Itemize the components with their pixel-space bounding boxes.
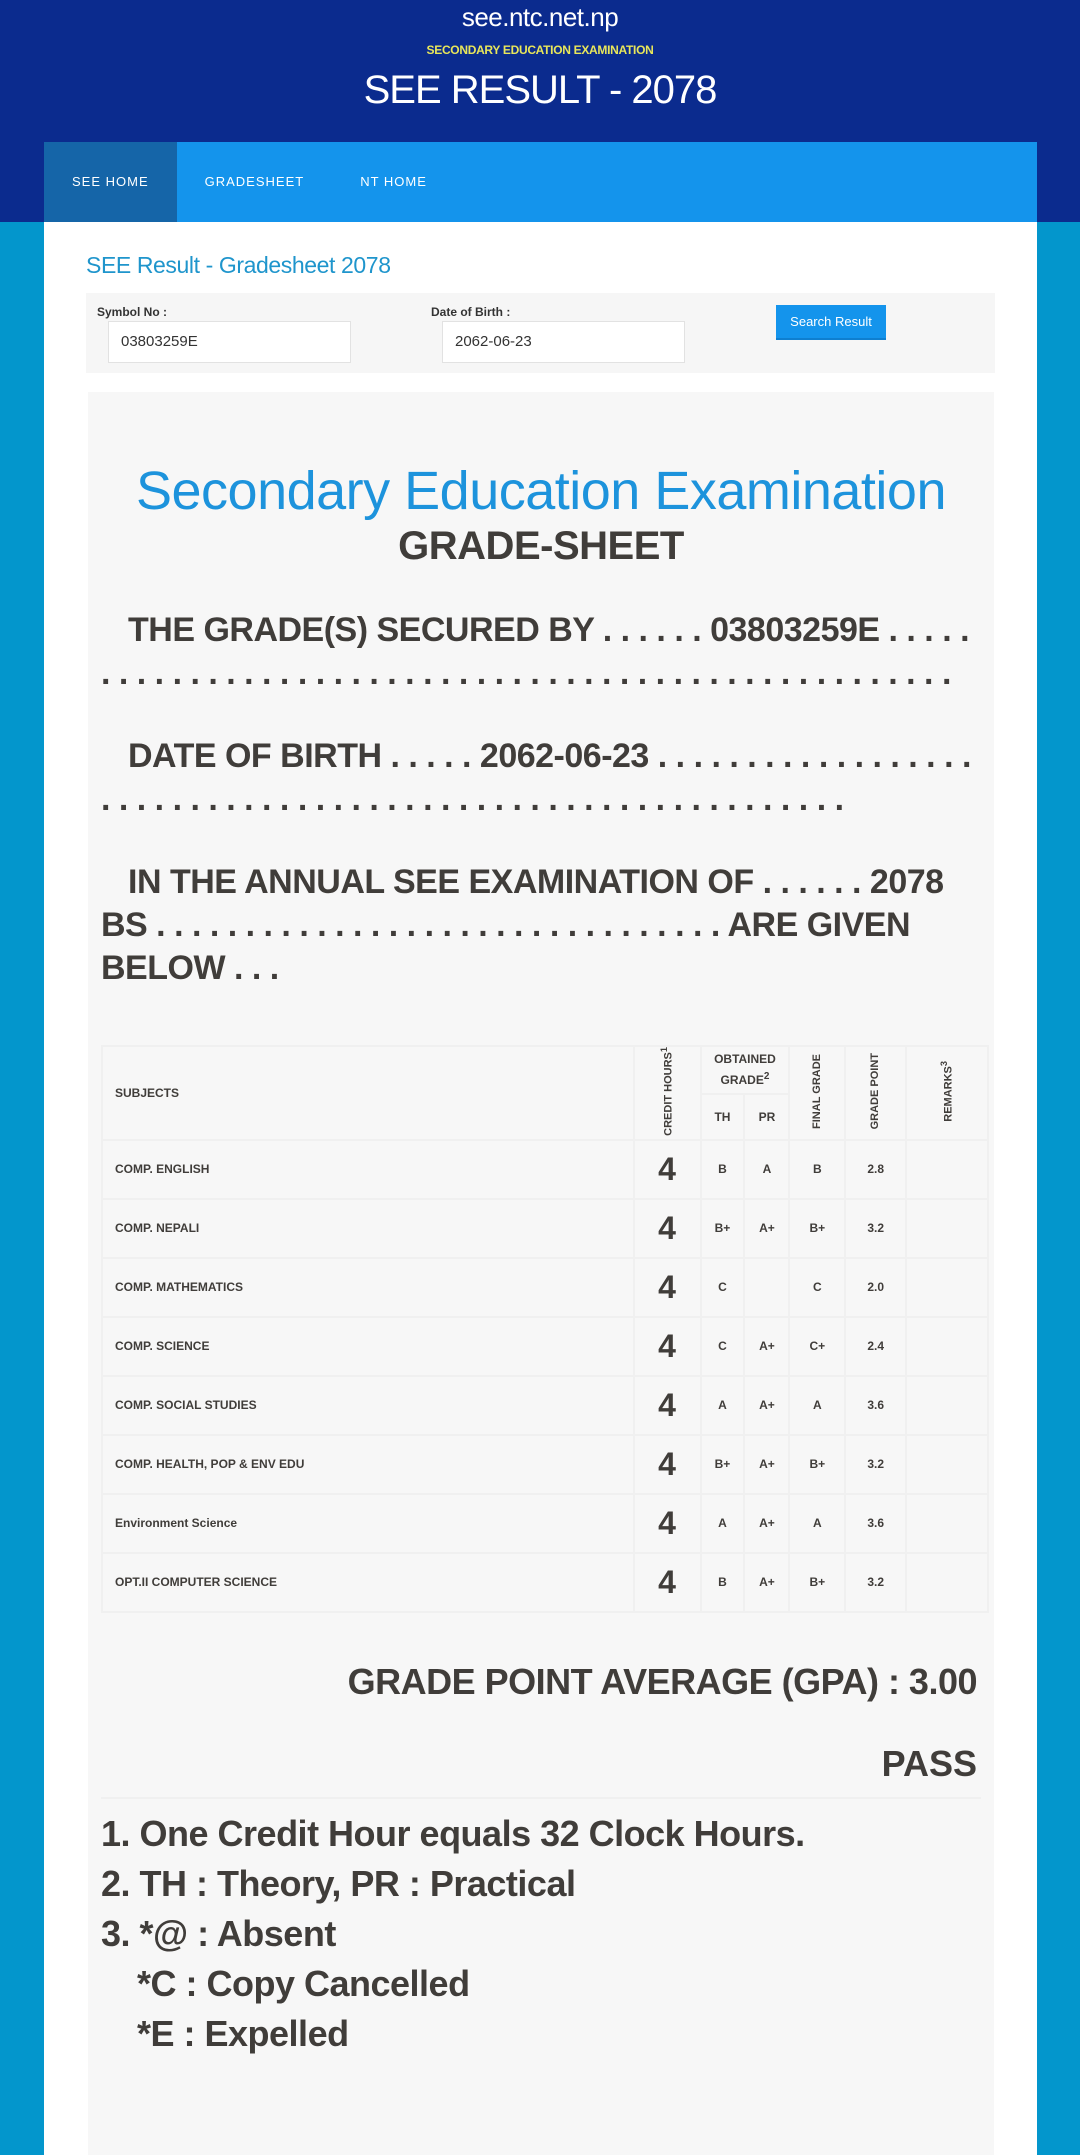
credit-hours-cell: 4 [634,1258,701,1317]
dob-label: Date of Birth : [431,305,511,319]
subject-cell: COMP. NEPALI [102,1199,634,1258]
remarks-cell [906,1258,988,1317]
grade-point-cell: 3.6 [845,1494,906,1553]
gpa: GRADE POINT AVERAGE (GPA) : 3.00 [347,1660,977,1702]
dob-input[interactable]: 2062-06-23 [442,321,685,363]
header-title: SEE RESULT - 2078 [363,68,717,112]
final-grade-cell: B [789,1140,845,1199]
subject-cell: COMP. SOCIAL STUDIES [102,1376,634,1435]
footnotes [101,1809,981,2059]
remarks-cell [906,1317,988,1376]
pr-grade-cell: A+ [744,1494,789,1553]
final-grade-cell: B+ [789,1553,845,1612]
remarks-cell [906,1199,988,1258]
credit-hours-cell: 4 [634,1435,701,1494]
search-form [86,293,995,373]
footnote: 3. *@ : Absent [101,1912,336,1954]
final-grade-cell: B+ [789,1199,845,1258]
table-row [102,1140,988,1199]
table-row [102,1376,988,1435]
nav-gradesheet[interactable]: GRADESHEET [204,174,305,189]
page-title: SEE Result - Gradesheet 2078 [86,252,391,278]
site-domain: see.ntc.net.np [461,2,619,32]
col-pr: PR [744,1094,789,1140]
secured-by-line: THE GRADE(S) SECURED BY . . . . . . 03803259E . . . . . . . . . . . . . . . . . . . . . . . . . . . . . . . . . . . . . . . . . . . . . . . . . . . . . [101,611,970,692]
subject-cell: COMP. HEALTH, POP & ENV EDU [102,1435,634,1494]
credit-hours-cell: 4 [634,1199,701,1258]
grade-sheet [88,392,994,2155]
search-result-button[interactable]: Search Result [776,305,886,340]
pr-grade-cell: A [744,1140,789,1199]
grade-point-cell: 3.6 [845,1376,906,1435]
th-grade-cell: B+ [701,1435,745,1494]
grade-point-cell: 2.0 [845,1258,906,1317]
credit-hours-cell: 4 [634,1376,701,1435]
pr-grade-cell: A+ [744,1435,789,1494]
grades-table [101,1045,989,1613]
dob-line: DATE OF BIRTH . . . . . 2062-06-23 . . . . . . . . . . . . . . . . . . . . . . . . . . . . . . . . . . . . . . . . . . . . . . . . . . . . . . . . . . . . [101,737,971,818]
credit-hours-cell: 4 [634,1553,701,1612]
remarks-cell [906,1494,988,1553]
footnote: 1. One Credit Hour equals 32 Clock Hours. [101,1812,805,1854]
remarks-cell [906,1140,988,1199]
final-grade-cell: B+ [789,1435,845,1494]
col-final-grade: FINAL GRADE [789,1046,845,1140]
col-grade-point: GRADE POINT [845,1046,906,1140]
th-grade-cell: B [701,1140,745,1199]
col-subjects: SUBJECTS [102,1046,634,1140]
content-card [44,222,1037,2155]
footnote: 2. TH : Theory, PR : Practical [101,1862,576,1904]
pr-grade-cell: A+ [744,1317,789,1376]
footnote: *E : Expelled [137,2012,349,2054]
th-grade-cell: A [701,1494,745,1553]
grade-point-cell: 3.2 [845,1199,906,1258]
final-grade-cell: A [789,1376,845,1435]
table-row [102,1553,988,1612]
pr-grade-cell [744,1258,789,1317]
pr-grade-cell: A+ [744,1199,789,1258]
remarks-cell [906,1376,988,1435]
table-row [102,1258,988,1317]
exam-line: IN THE ANNUAL SEE EXAMINATION OF . . . . . . 2078 BS . . . . . . . . . . . . . . . . . . . . . . . . . . . . . . . . ARE GIVEN BELOW . . . [101,863,944,987]
col-th: TH [701,1094,745,1140]
credit-hours-cell: 4 [634,1140,701,1199]
footnote: *C : Copy Cancelled [137,1962,470,2004]
final-grade-cell: C [789,1258,845,1317]
main-nav [44,142,1037,222]
remarks-cell [906,1435,988,1494]
table-row [102,1199,988,1258]
sheet-heading: Secondary Education Examination [135,461,946,521]
th-grade-cell: C [701,1258,745,1317]
col-obtained-grade: OBTAINED GRADE$^2$ [701,1046,790,1094]
nav-see-home[interactable]: SEE HOME [44,142,177,222]
symbol-label: Symbol No : [97,305,168,319]
pr-grade-cell: A+ [744,1553,789,1612]
remarks-cell [906,1553,988,1612]
grade-point-cell: 3.2 [845,1435,906,1494]
th-grade-cell: A [701,1376,745,1435]
grade-point-cell: 3.2 [845,1553,906,1612]
credit-hours-cell: 4 [634,1317,701,1376]
final-grade-cell: A [789,1494,845,1553]
grade-point-cell: 2.8 [845,1140,906,1199]
pr-grade-cell: A+ [744,1376,789,1435]
symbol-input[interactable]: 03803259E [108,321,351,363]
col-credit-hours: CREDIT HOURS$^1$ [634,1046,701,1140]
sheet-subheading: GRADE-SHEET [398,524,684,568]
grade-point-cell: 2.4 [845,1317,906,1376]
table-row [102,1494,988,1553]
table-row [102,1435,988,1494]
th-grade-cell: B [701,1553,745,1612]
subject-cell: OPT.II COMPUTER SCIENCE [102,1553,634,1612]
nav-nt-home[interactable]: NT HOME [360,174,427,189]
credit-hours-cell: 4 [634,1494,701,1553]
subject-cell: COMP. ENGLISH [102,1140,634,1199]
subject-cell: Environment Science [102,1494,634,1553]
final-grade-cell: C+ [789,1317,845,1376]
subject-cell: COMP. SCIENCE [102,1317,634,1376]
th-grade-cell: C [701,1317,745,1376]
col-remarks: REMARKS$^3$ [906,1046,988,1140]
th-grade-cell: B+ [701,1199,745,1258]
subject-cell: COMP. MATHEMATICS [102,1258,634,1317]
header-subtitle: SECONDARY EDUCATION EXAMINATION [426,43,654,57]
table-row [102,1317,988,1376]
result-status: PASS [101,1743,981,1799]
